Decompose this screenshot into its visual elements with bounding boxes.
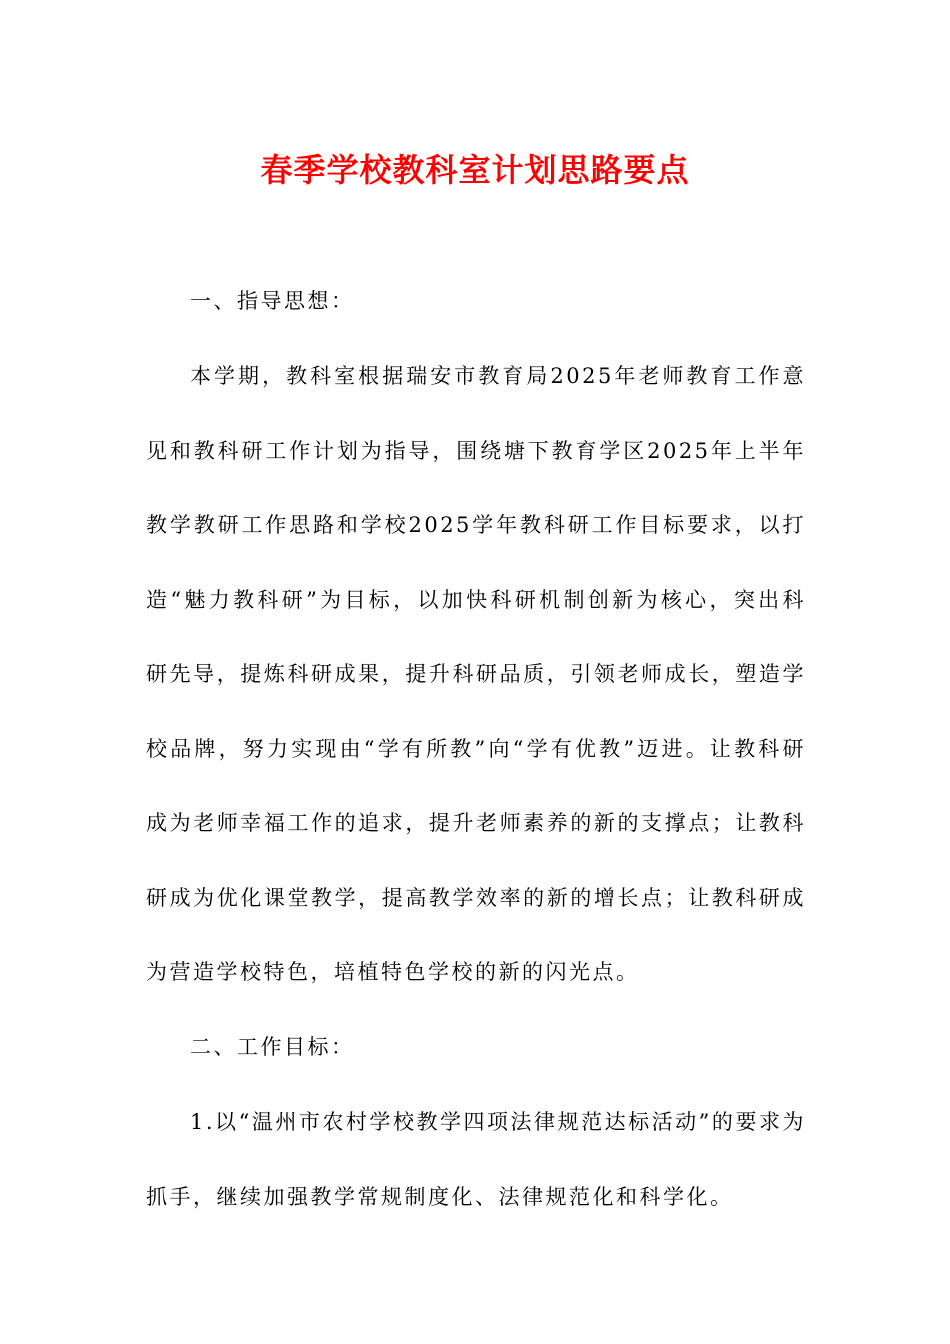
section-heading-work-goals: 二、工作目标： [190,1035,355,1059]
section-heading-guiding-thought: 一、指导思想： [190,289,355,313]
paragraph-work-goal-1: 1.以“温州市农村学校教学四项法律规范达标活动”的要求为抓手，继续加强教学常规制度化、法律规范化和科学化。 [146,1110,806,1209]
document-title: 春季学校教科室计划思路要点 [260,151,690,189]
paragraph-guiding-thought: 本学期，教科室根据瑞安市教育局2025年老师教育工作意见和教科研工作计划为指导，围绕塘下教育学区2025年上半年教学教研工作思路和学校2025学年教科研工作目标要求，以打造“魅力教科研”为目标，以加快科研机制创新为核心，突出科研先导，提炼科研成果，提升科研品质，引领老师成长，塑造学校品牌，努力实现由“学有所教”向“学有优教”迈进。让教科研成为老师幸福工作的追求，提升老师素养的新的支撑点；让教科研成为优化课堂教学，提高教学效率的新的增长点；让教科研成为营造学校特色，培植特色学校的新的闪光点。 [146,364,806,984]
